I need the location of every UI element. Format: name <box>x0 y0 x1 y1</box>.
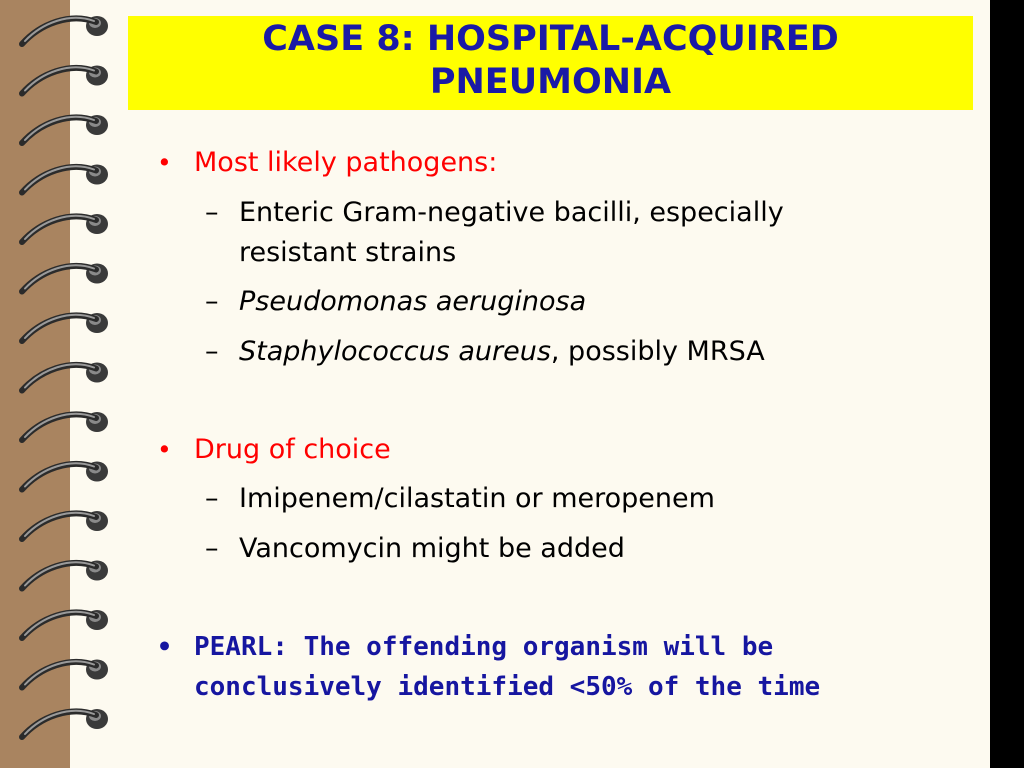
pearl-line-1: PEARL: The offending organism will be <box>194 632 774 662</box>
pearl-line-2: conclusively identified <50% of the time <box>194 672 821 702</box>
pathogen-item-3-italic: Staphylococcus aureus <box>239 336 551 367</box>
bullet-heading-drug: Drug of choice <box>194 434 391 465</box>
bullet-dot: • <box>157 435 172 464</box>
title-line-1: CASE 8: HOSPITAL-ACQUIRED <box>262 19 839 59</box>
sub-bullet-dash: – <box>205 336 219 367</box>
title-line-2: PNEUMONIA <box>429 62 672 102</box>
drug-item-2: Vancomycin might be added <box>239 533 625 564</box>
drug-item-1: Imipenem/cilastatin or meropenem <box>239 483 715 514</box>
pathogen-item-2 <box>239 282 586 322</box>
pathogen-item-1-line-1: Enteric Gram-negative bacilli, especially <box>239 197 784 228</box>
sub-bullet-dash: – <box>205 533 219 564</box>
sub-bullet-dash: – <box>205 286 219 317</box>
pathogen-item-3-rest: , possibly MRSA <box>550 336 765 367</box>
bullet-dot: • <box>157 148 172 177</box>
pathogen-item-2-italic: Pseudomonas aeruginosa <box>239 286 587 317</box>
pathogen-item-1-line-2: resistant strains <box>239 237 457 268</box>
sub-bullet-dash: – <box>205 197 219 228</box>
bullet-dot: • <box>157 632 173 661</box>
bullet-heading-pathogens: Most likely pathogens: <box>194 147 498 178</box>
pathogen-item-3 <box>239 332 765 372</box>
sub-bullet-dash: – <box>205 483 219 514</box>
